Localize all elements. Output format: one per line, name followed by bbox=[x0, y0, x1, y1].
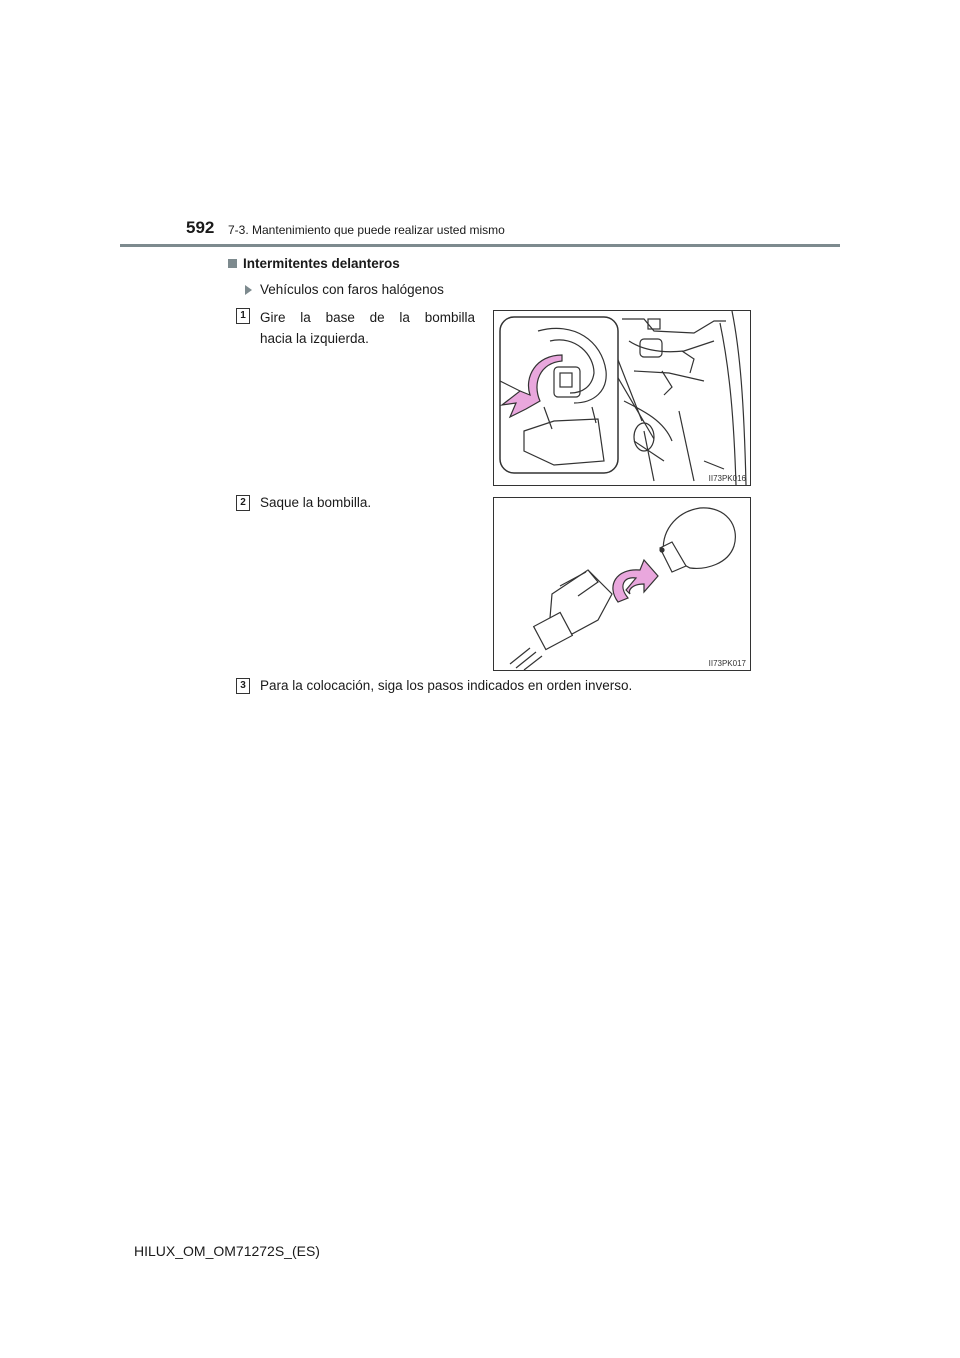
subheading bbox=[245, 282, 444, 297]
step-number-2: 2 bbox=[236, 495, 250, 511]
square-bullet-icon bbox=[228, 259, 237, 268]
figure-bulb-pull-out bbox=[493, 497, 751, 671]
figure-headlight-bulb-removal bbox=[493, 310, 751, 486]
step-2-text: Saque la bombilla. bbox=[260, 495, 372, 510]
footer-doc-code: HILUX_OM_OM71272S_(ES) bbox=[134, 1243, 320, 1259]
step-3-text: Para la colocación, siga los pasos indicados en orden inverso. bbox=[260, 678, 633, 693]
step-1-text bbox=[260, 307, 475, 349]
step-1-line-1 bbox=[260, 307, 475, 328]
step-1-line-2: hacia la izquierda. bbox=[260, 331, 369, 346]
section-title: 7-3. Mantenimiento que puede realizar usted mismo bbox=[228, 223, 505, 237]
figure-1-code: II73PK016 bbox=[708, 474, 746, 483]
step-1-line-1-text: Gire la base de la bombilla bbox=[260, 310, 475, 325]
subheading-text: Vehículos con faros halógenos bbox=[260, 282, 444, 297]
section-heading-text: Intermitentes delanteros bbox=[243, 256, 400, 271]
figure-2-code: II73PK017 bbox=[708, 659, 746, 668]
step-number-1: 1 bbox=[236, 308, 250, 324]
triangle-bullet-icon bbox=[245, 285, 252, 295]
header-divider bbox=[120, 244, 840, 247]
section-heading bbox=[228, 256, 400, 271]
bulb-illustration bbox=[494, 498, 750, 670]
headlight-illustration bbox=[494, 311, 750, 485]
page-number: 592 bbox=[186, 218, 215, 237]
step-number-3: 3 bbox=[236, 678, 250, 694]
